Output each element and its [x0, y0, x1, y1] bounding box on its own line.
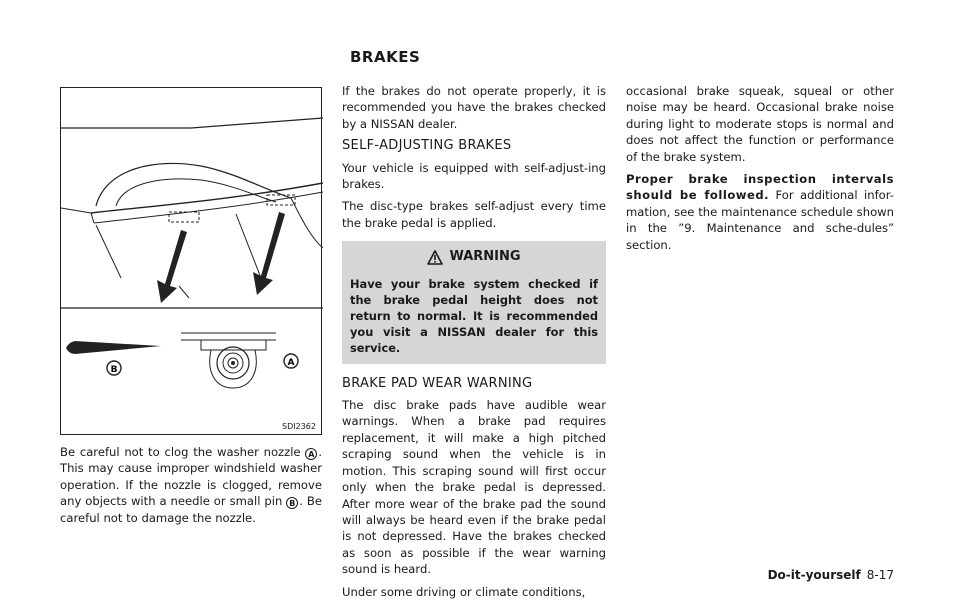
warning-header — [350, 249, 598, 265]
ref-b-icon: B — [286, 497, 298, 509]
section-title: BRAKES — [350, 48, 421, 66]
warning-title: WARNING — [449, 249, 521, 265]
column-2 — [342, 83, 606, 606]
brake-pad-paragraph-1: The disc brake pads have audible wear warnings. When a brake pad requires replacement, it will make a high pitched scraping sound when the vehicle is in motion. This scraping sound will first occur only when the brake pedal is depressed. After more wear of the brake pad the sound will always be heard even if the brake pedal is not depressed. Have the brakes checked as soon as possible if the wear warning sound is heard. — [342, 398, 606, 577]
self-adjusting-paragraph-2: The disc-type brakes self-adjust every time the brake pedal is applied. — [342, 199, 606, 230]
inspection-lead: Proper brake inspection intervals should be followed. — [626, 172, 894, 203]
label-a: A — [287, 358, 295, 368]
intro-paragraph: If the brakes do not operate properly, it is recommended you have the brakes checked by a NISSAN dealer. — [342, 84, 606, 131]
figure-code: SDI2362 — [282, 422, 316, 431]
self-adjusting-heading: SELF-ADJUSTING BRAKES — [342, 138, 512, 154]
column-3 — [626, 83, 894, 259]
page-footer — [768, 568, 894, 582]
brake-noise-paragraph: occasional brake squeak, squeal or other noise may be heard. Occasional brake noise during light to moderate stops is normal and does not affect the function or performance of the brake system. — [626, 84, 894, 164]
inspection-paragraph — [626, 171, 894, 253]
page-number: 8-17 — [866, 568, 894, 582]
brake-pad-paragraph-2: Under some driving or climate conditions, — [342, 584, 586, 599]
nozzle-text-1: Be careful not to clog the washer nozzle — [60, 445, 306, 459]
brake-pad-heading: BRAKE PAD WEAR WARNING — [342, 375, 533, 391]
inspection-text: For additional infor-mation, see the maintenance schedule shown in the ”9. Maintenance and sche-dules” section. — [626, 188, 894, 252]
warning-triangle-icon — [427, 250, 443, 265]
illustration-drawing — [61, 88, 323, 436]
warning-box — [342, 241, 606, 363]
column-1 — [60, 444, 322, 532]
ref-a-icon: A — [305, 448, 317, 460]
warning-text: Have your brake system checked if the brake pedal height does not return to normal. It is recommended you visit a NISSAN dealer for this service. — [350, 276, 598, 355]
nozzle-text-3: . Be careful not to damage the nozzle. — [60, 494, 322, 525]
washer-nozzle-illustration — [60, 87, 322, 435]
nozzle-text-2: . This may cause improper windshield washer operation. If the nozzle is clogged, remove any objects with a needle or small pin — [60, 445, 322, 509]
footer-section: Do-it-yourself — [767, 568, 861, 582]
label-b: B — [110, 365, 118, 375]
nozzle-paragraph — [60, 444, 322, 526]
self-adjusting-paragraph-1: Your vehicle is equipped with self-adjust-ing brakes. — [342, 160, 606, 192]
